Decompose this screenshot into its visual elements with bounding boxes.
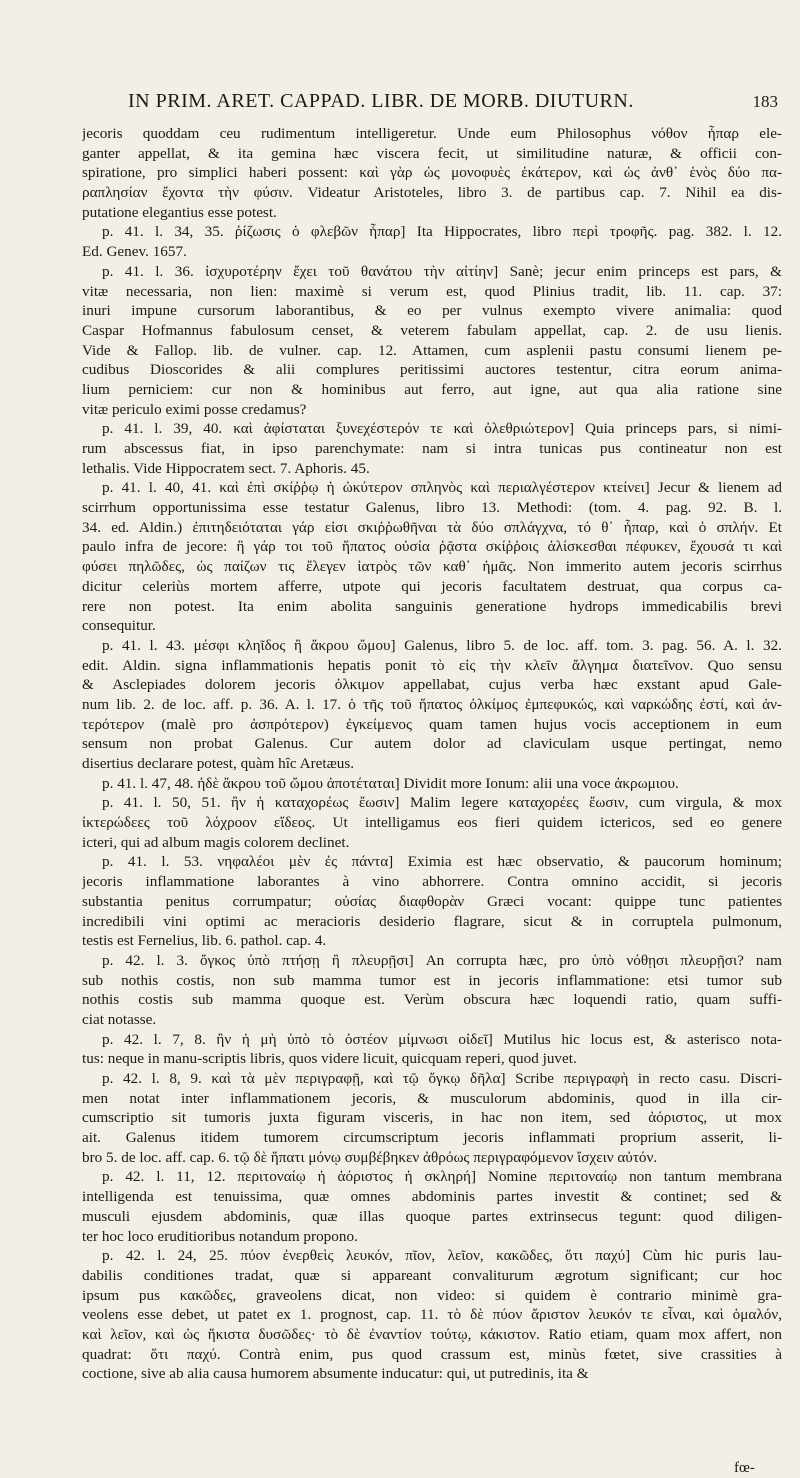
text-line: veolens esse debet, ut patet ex 1. prognost, cap. 11. τὸ δὲ πύον ἄριστον λευκόν τε εἶναι, καὶ ὁμαλόν, bbox=[82, 1306, 782, 1324]
text-line: rum abscessus fiat, in ipso parenchymate: nam si intra tunicas pus contineatur non est bbox=[82, 440, 782, 457]
text-line: jecoris inflammatione laborantes à vino abhorrere. Contra omnino accidit, si jecoris bbox=[82, 873, 782, 891]
text-line: vitæ periculo eximi posse credamus? bbox=[82, 400, 307, 418]
text-line: tus: neque in manu-scriptis libris, quos videre licuit, quicquam reperi, quod juvet. bbox=[82, 1050, 577, 1068]
text-line: Caspar Hofmannus fabulosum censet, & veterem fabulam appellat, cap. 2. de usu lienis. bbox=[82, 321, 782, 339]
text-line: 34. ed. Aldin.) ἐπιτηδειόταται γάρ εἰσι σκιῤῥωθῆναι τὰ δύο σπλάγχνα, τό θ᾽ ἧπαρ, καὶ ὁ σπλήν. Et bbox=[82, 518, 782, 536]
text-line: ἰκτερώδεες τοῦ λόχροον εἴδεος. Ut intelligamus eos fieri quidem ictericos, sed eo genere bbox=[82, 814, 782, 832]
text-line: p. 41. l. 39, 40. καὶ ἀφίσταται ξυνεχέστερόν τε καὶ ὀλεθριώτερον] Quia princeps pars, si nimi- bbox=[102, 420, 782, 438]
text-line: τερότερον (malè pro ἀσπρότερον) ἐγκείμενος quam tamen hujus vocis acceptionem in eum bbox=[82, 715, 782, 733]
text-line: p. 41. l. 40, 41. καὶ ἐπὶ σκίῤῥῳ ἡ ὠκύτερον σπληνὸς καὶ περιαλγέστερον κτείνει] Jecur & lienem ad bbox=[102, 479, 782, 497]
text-line: men notat inter inflammationem jecoris, & musculorum abdominis, quod in illa cir- bbox=[82, 1089, 782, 1107]
text-line: & Asclepiades dolorem jecoris ὀλκιμον appellabat, cujus verba hæc exstant apud Gale- bbox=[82, 676, 782, 694]
text-line: rere non potest. Ita enim abolita sanguinis generatione hydrops immedicabilis brevi bbox=[82, 597, 782, 615]
text-line: Vide & Fallop. lib. de vulner. cap. 12. Attamen, cum asplenii pastu consumi lienem pe- bbox=[82, 341, 782, 359]
text-line: p. 42. l. 3. ὄγκος ὑπὸ πτήσῃ ἢ πλευρῇσι] An corrupta hæc, pro ὑπὸ νόθῃσι πλευρῇσι? nam bbox=[102, 951, 782, 969]
text-line: spiratione, pro simplici haberi possent: καὶ γὰρ ὡς μονοφυὲς ἑκάτερον, καὶ ὡς ἀνθ᾽ ἑνὸς δύο πα- bbox=[82, 164, 782, 182]
text-line: p. 42. l. 8, 9. καὶ τὰ μὲν περιγραφῇ, καὶ τῷ ὄγκῳ δῆλα] Scribe περιγραφὴ in recto casu. Discri- bbox=[102, 1070, 782, 1087]
page-number: 183 bbox=[752, 92, 778, 111]
text-line: paulo infra de jecore: ἣ γάρ τοι τοῦ ἥπατος οὐσία ῥᾷστα σκίῤῥοις ἁλίσκεσθαι πέφυκεν, ἔχουσά τι καὶ bbox=[82, 538, 782, 556]
text-line: cudibus Dioscorides & alii complures peritissimi auctores testentur, citra eorum anima- bbox=[82, 361, 782, 379]
text-line: ipsum pus κακῶδες, graveolens dicat, non video: si quidem è contrario minimè gra- bbox=[82, 1286, 782, 1304]
text-line: icteri, qui ad album magis colorem declinet. bbox=[82, 833, 350, 851]
commentary-text bbox=[82, 124, 782, 1384]
text-line: edit. Aldin. signa inflammationis hepatis ponit τὸ εἰς τὴν κλεῖν ἄλγημα διατεῖνον. Quo sensu bbox=[82, 656, 782, 674]
text-line: ραπλησίαν ἔχοντα τὴν φύσιν. Videatur Aristoteles, libro 3. de partibus cap. 7. Nihil ea dis- bbox=[82, 184, 782, 202]
text-line: nothis costis sub mamma quoque est. Verùm obscura hæc loquendi ratio, quam suffi- bbox=[82, 991, 782, 1009]
text-line: p. 41. l. 36. ἰσχυροτέρην ἔχει τοῦ θανάτου τὴν αἰτίην] Sanè; jecur enim princeps est pars, & bbox=[102, 262, 782, 280]
text-line: num lib. 2. de loc. aff. p. 36. A. l. 17. ὁ τῆς τοῦ ἥπατος ὀλκίμος ἐμπεφυκώς, καὶ ναρκώδης ἐστί, καὶ ἀν- bbox=[82, 695, 782, 713]
text-line: consequitur. bbox=[82, 617, 156, 635]
text-line: sensum non probat Galenus. Cur autem dolor ad claviculam usque pertingat, nemo bbox=[82, 735, 782, 753]
text-line: inuri impune cursorum laborantibus, & eo per vulnus exempto vivere animalia: quod bbox=[82, 302, 782, 320]
text-line: dicitur celeriùs mortem afferre, utpote qui jecoris facultatem destruat, qua corpus ca- bbox=[82, 577, 782, 595]
text-line: testis est Fernelius, lib. 6. pathol. cap. 4. bbox=[82, 932, 327, 950]
text-line: quadrat: ὅτι παχύ. Contrà enim, pus quod crassum est, minùs fœtet, sive crassities à bbox=[82, 1345, 782, 1363]
text-line: scirrhum opportunissima esse testatur Galenus, libro 13. Methodi: (tom. 4. pag. 92. B. l. bbox=[82, 499, 782, 517]
text-line: intelligenda est tenuissima, quæ omnes abdominis partes investit & continet; sed & bbox=[82, 1188, 782, 1206]
text-line: p. 41. l. 34, 35. ῥίζωσις ὁ φλεβῶν ἧπαρ] Ita Hippocrates, libro περὶ τροφῆς. pag. 382. l. 12. bbox=[102, 223, 782, 241]
text-line: ganter appellat, & ita gemina hæc viscera fecit, ut similitudine naturæ, & officii con- bbox=[82, 144, 782, 162]
text-line: p. 42. l. 7, 8. ἢν ἡ μὴ ὑπὸ τὸ ὀστέον μίμνωσι οἰδεῖ] Mutilus hic locus est, & asterisco nota- bbox=[102, 1030, 782, 1048]
text-line: lium perniciem: cur non & hominibus aut ferro, aut igne, aut qua alia ratione sine bbox=[82, 380, 782, 398]
catchword: fœ- bbox=[734, 1460, 755, 1476]
text-line: cumscriptio sit tumoris juxta figuram visceris, in hac non item, sed ἀόριστος, ut mox bbox=[82, 1109, 782, 1127]
text-line: Ed. Genev. 1657. bbox=[82, 243, 187, 261]
text-line: jecoris quoddam ceu rudimentum intelligeretur. Unde eum Philosophus νόθον ἧπαρ ele- bbox=[82, 125, 782, 142]
running-title: IN PRIM. ARET. CAPPAD. LIBR. DE MORB. DIUTURN. bbox=[128, 90, 634, 112]
text-line: p. 41. l. 50, 51. ἢν ἡ καταχορέως ἔωσιν] Malim legere καταχορέες ἔωσιν, cum virgula, & mox bbox=[102, 794, 782, 812]
text-line: καὶ λεῖον, καὶ ὡς ἥκιστα δυσῶδες· τὸ δὲ ἐναντίον τούτῳ, κάκιστον. Ratio etiam, quam mox affert, non bbox=[82, 1325, 782, 1343]
text-line: ait. Galenus itidem tumorem circumscriptum jecoris inflammati proprium asserit, li- bbox=[82, 1129, 782, 1147]
text-line: p. 41. l. 43. μέσφι κληῖδος ἢ ἄκρου ὤμου] Galenus, libro 5. de loc. aff. tom. 3. pag. 56. A. l. 32. bbox=[102, 636, 782, 654]
page-header bbox=[0, 90, 800, 116]
text-line: lethalis. Vide Hippocratem sect. 7. Aphoris. 45. bbox=[82, 459, 370, 477]
text-line: musculi ejusdem abdominis, quæ illas quoque partes extrinsecus tegunt: quod diligen- bbox=[82, 1207, 782, 1225]
text-line: putatione elegantius esse potest. bbox=[82, 203, 277, 221]
text-line: ciat notasse. bbox=[82, 1010, 157, 1028]
text-line: p. 41. l. 47, 48. ἠδὲ ἄκρου τοῦ ὤμου ἀποτέταται] Dividit more Ionum: alii una voce ἀκρωμιου. bbox=[102, 774, 679, 792]
text-line: p. 41. l. 53. νηφαλέοι μὲν ἐς πάντα] Eximia est hæc observatio, & paucorum hominum; bbox=[102, 853, 782, 871]
text-line: vitæ necessaria, non lien: maximè si verum est, quod Plinius tradit, lib. 11. cap. 37: bbox=[82, 282, 782, 300]
text-line: bro 5. de loc. aff. cap. 6. τῷ δὲ ἥπατι μόνῳ συμβέβηκεν ἀθρόως περιγραφόμενον ἴσχειν αὐτόν. bbox=[82, 1148, 658, 1166]
text-line: sub nothis costis, non sub mamma tumor est in jecoris inflammatione: etsi tumor sub bbox=[82, 971, 782, 989]
text-line: p. 42. l. 11, 12. περιτοναίῳ ἡ ἀόριστος ἡ σκληρή] Nomine περιτοναίῳ non tantum membrana bbox=[102, 1168, 782, 1186]
text-line: φύσει πηλῶδες, ὡς παίζων τις ἔλεγεν ἰατρὸς τῶν καθ᾽ ἡμᾶς. Non immerito autem jecoris scirrhus bbox=[82, 558, 782, 576]
text-line: disertius declarare potest, quàm hîc Aretæus. bbox=[82, 755, 355, 772]
text-line: p. 42. l. 24, 25. πύον ἐνερθεὶς λευκόν, πῖον, λεῖον, κακῶδες, ὅτι παχύ] Cùm hic puris lau- bbox=[102, 1247, 782, 1265]
text-line: dabilis conditiones tradat, quæ si appareant convaliturum ægrotum significant; cur hoc bbox=[82, 1266, 782, 1284]
text-line: ter hoc loco eruditioribus notandum propono. bbox=[82, 1227, 358, 1245]
text-line: coctione, sive ab alia causa humorem absumente inducatur: qui, ut putredinis, ita & bbox=[82, 1365, 589, 1383]
text-line: substantia penitus corrumpatur; οὐσίας διαφθορὰν Græci vocant: quippe tunc patientes bbox=[82, 892, 782, 910]
text-line: incredibili vini optimi ac meracioris desiderio flagrare, sicut & in corruptela pulmonum, bbox=[82, 912, 782, 930]
